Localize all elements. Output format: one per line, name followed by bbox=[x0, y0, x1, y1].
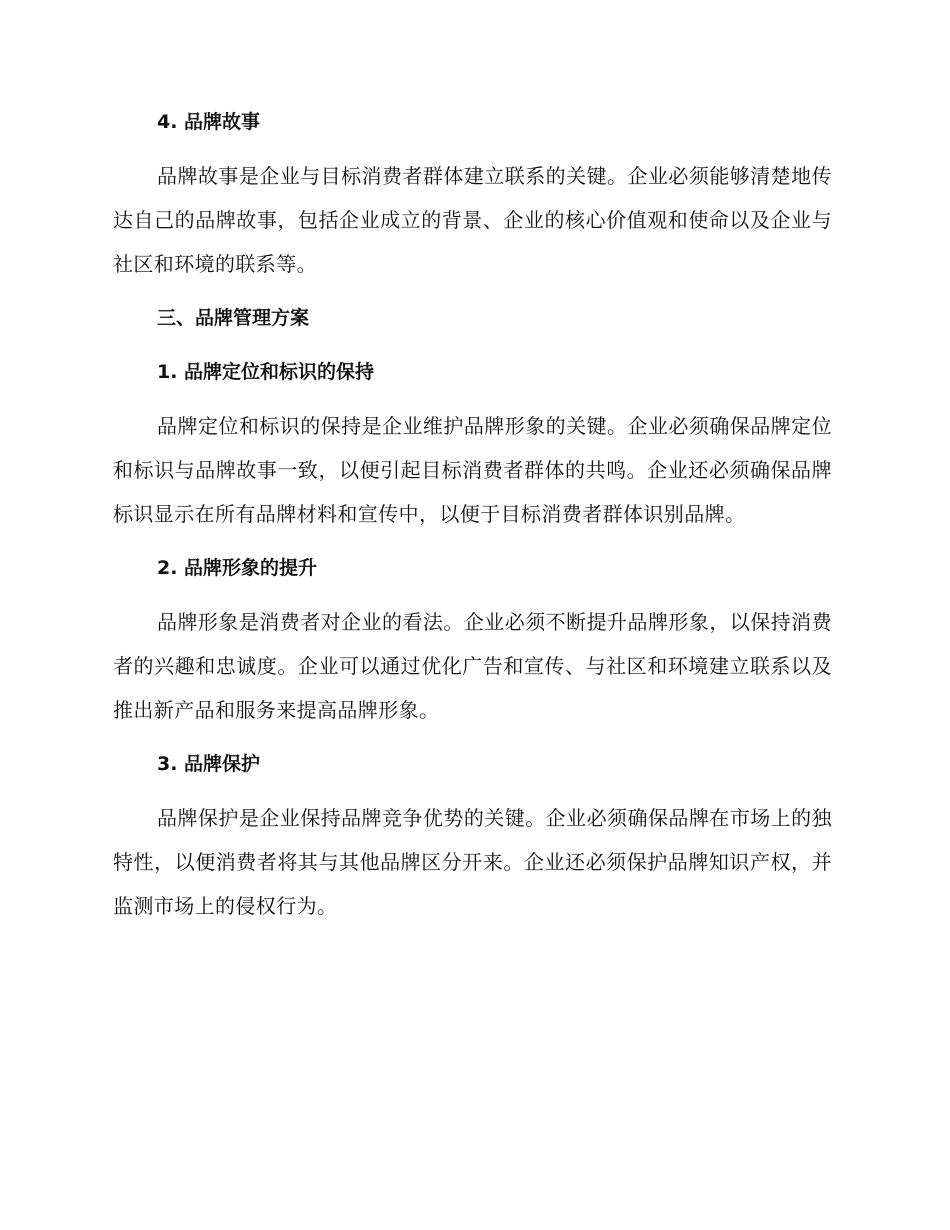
paragraph-brand-story: 品牌故事是企业与目标消费者群体建立联系的关键。企业必须能够清楚地传达自己的品牌故事，包括企业成立的背景、企业的核心价值观和使命以及企业与社区和环境的联系等。 bbox=[113, 164, 832, 276]
paragraph-brand-protection: 品牌保护是企业保持品牌竞争优势的关键。企业必须确保品牌在市场上的独特性，以便消费者将其与其他品牌区分开来。企业还必须保护品牌知识产权，并监测市场上的侵权行为。 bbox=[113, 806, 832, 918]
paragraph-positioning-identity: 品牌定位和标识的保持是企业维护品牌形象的关键。企业必须确保品牌定位和标识与品牌故事一致，以便引起目标消费者群体的共鸣。企业还必须确保品牌标识显示在所有品牌材料和宣传中，以便于目标消费者群体识别品牌。 bbox=[113, 414, 832, 526]
section-heading-positioning-identity: 1. 品牌定位和标识的保持 bbox=[157, 361, 375, 383]
spacer bbox=[113, 144, 832, 154]
spacer bbox=[113, 590, 832, 600]
spacer bbox=[113, 394, 832, 404]
paragraph-image-improvement: 品牌形象是消费者对企业的看法。企业必须不断提升品牌形象，以保持消费者的兴趣和忠诚度。企业可以通过优化广告和宣传、与社区和环境建立联系以及推出新产品和服务来提高品牌形象。 bbox=[113, 610, 832, 722]
spacer bbox=[113, 786, 832, 796]
spacer bbox=[113, 340, 832, 350]
spacer bbox=[113, 536, 832, 546]
section-heading-brand-story: 4. 品牌故事 bbox=[157, 111, 261, 133]
spacer bbox=[113, 286, 832, 296]
section-heading-brand-management-plan: 三、品牌管理方案 bbox=[157, 307, 310, 329]
spacer bbox=[113, 732, 832, 742]
section-heading-brand-protection: 3. 品牌保护 bbox=[157, 753, 261, 775]
section-heading-image-improvement: 2. 品牌形象的提升 bbox=[157, 557, 318, 579]
